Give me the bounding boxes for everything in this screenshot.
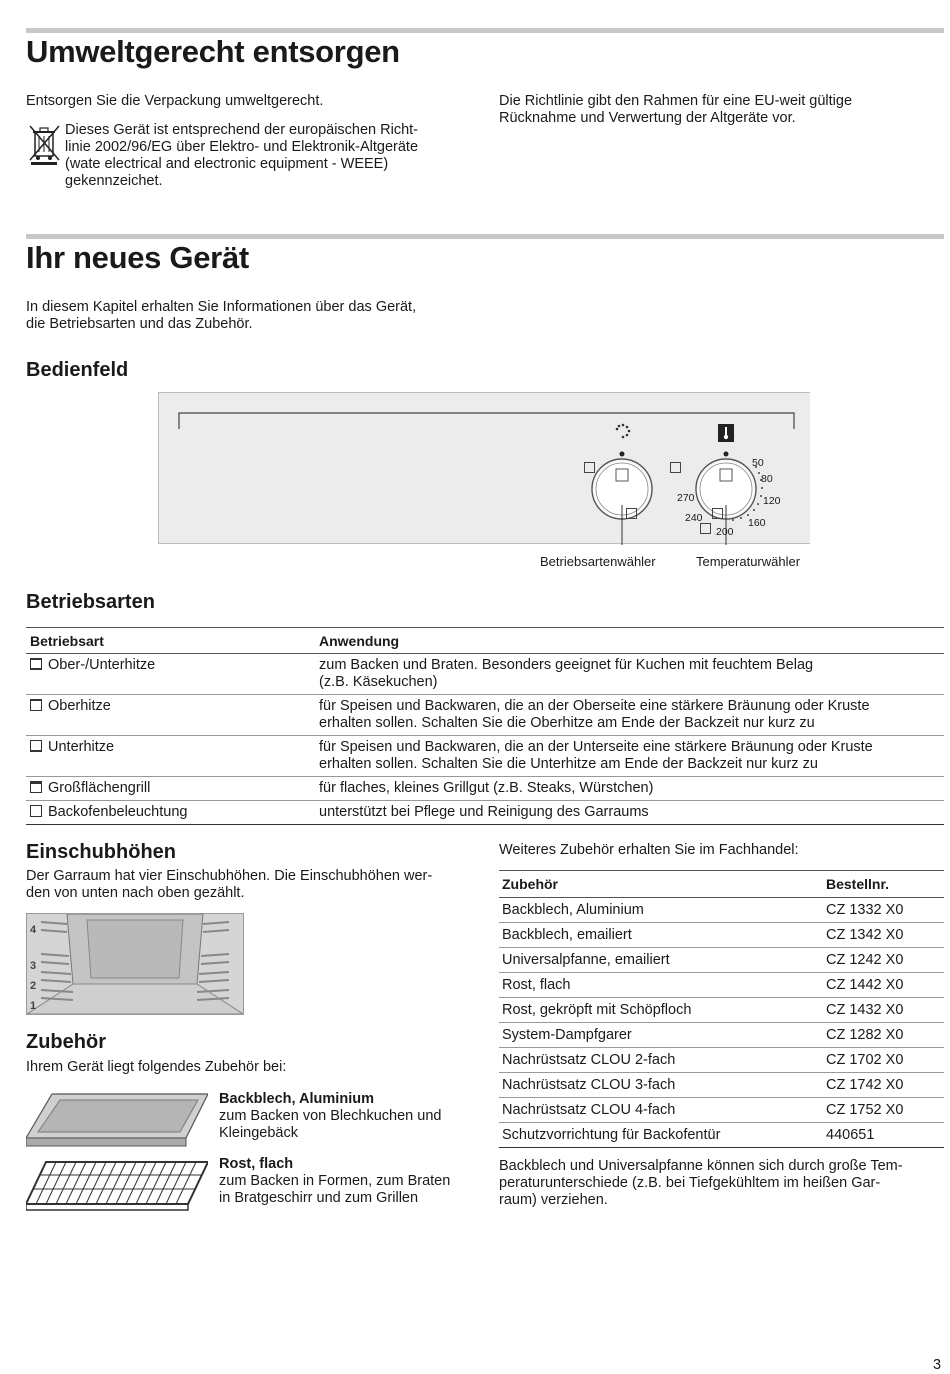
oven-interior-illustration — [26, 913, 244, 1015]
grill-icon — [30, 781, 42, 793]
geraet-intro: In diesem Kapitel erhalten Sie Informationen über das Gerät, die Betriebsarten und das Zubehör. — [26, 299, 417, 332]
einschub-text: Der Garraum hat vier Einschubhöhen. Die Einschubhöhen wer- den von unten nach oben gezählt. — [26, 868, 433, 901]
bottom-heat-icon — [30, 740, 42, 752]
table-row: Ober-/Unterhitze zum Backen und Braten. Besonders geeignet für Kuchen mit feuchtem Belag (z.B. Käsekuchen) — [26, 654, 944, 695]
table-row: System-Dampfgarer CZ 1282 X0 — [499, 1023, 944, 1048]
rack-level-label: 3 — [30, 960, 37, 972]
table-header-row — [26, 628, 944, 654]
temp-label: 50 — [752, 457, 764, 469]
grill-rack-illustration — [26, 1158, 208, 1212]
rack-level-label: 2 — [30, 980, 37, 992]
oven-light-icon — [584, 462, 595, 473]
accessories-order-table — [499, 870, 944, 1148]
temp-label: 200 — [716, 526, 734, 538]
top-bottom-heat-icon — [670, 462, 681, 473]
table-row: Nachrüstsatz CLOU 3-fach CZ 1742 X0 — [499, 1073, 944, 1098]
table-row: Oberhitze für Speisen und Backwaren, die an der Oberseite eine stärkere Bräunung oder Kruste erhalten sollen. Schalten Sie die Oberhitze am Ende der Backzeit nur kurz zu — [26, 695, 944, 736]
control-panel-illustration — [158, 392, 810, 544]
betriebsarten-title: Betriebsarten — [26, 591, 155, 613]
temp-label: 240 — [685, 512, 703, 524]
temperature-selector-label: Temperaturwähler — [696, 554, 801, 569]
table-row: Backofenbeleuchtung unterstützt bei Pflege und Reinigung des Garraums — [26, 801, 944, 825]
mode-selector-label: Betriebsartenwähler — [540, 554, 656, 569]
weitere-intro: Weiteres Zubehör erhalten Sie im Fachhandel: — [499, 842, 799, 858]
table-row: Nachrüstsatz CLOU 2-fach CZ 1702 X0 — [499, 1048, 944, 1073]
rack-level-label: 4 — [30, 924, 37, 936]
page-number: 3 — [933, 1357, 942, 1373]
table-row: Rost, gekröpft mit Schöpfloch CZ 1432 X0 — [499, 998, 944, 1023]
table-row: Rost, flach CZ 1442 X0 — [499, 973, 944, 998]
temp-label: 80 — [761, 473, 773, 485]
weee-bin-icon — [26, 122, 62, 166]
table-row: Großflächengrill für flaches, kleines Grillgut (z.B. Steaks, Würstchen) — [26, 777, 944, 801]
top-bottom-heat-icon — [30, 658, 42, 670]
temp-label: 120 — [763, 495, 781, 507]
oven-light-icon — [30, 805, 42, 817]
column-header: Bestellnr. — [823, 871, 944, 898]
temp-label: 160 — [748, 517, 766, 529]
temp-label: 270 — [677, 492, 695, 504]
einschub-title: Einschubhöhen — [26, 841, 176, 863]
warping-note: Backblech und Universalpfanne können sich durch große Tem- peraturunterschiede (z.B. bei Tiefgekühltem im heißen Gar- raum) verziehen. — [499, 1158, 903, 1208]
table-row: Schutzvorrichtung für Backofentür 440651 — [499, 1123, 944, 1148]
entsorgen-intro: Entsorgen Sie die Verpackung umweltgerecht. — [26, 93, 324, 109]
baking-tray-illustration — [26, 1092, 208, 1150]
section-title-entsorgen: Umweltgerecht entsorgen — [26, 34, 400, 69]
table-row: Backblech, emailiert CZ 1342 X0 — [499, 923, 944, 948]
bottom-heat-icon — [626, 508, 637, 519]
table-row: Backblech, Aluminium CZ 1332 X0 — [499, 898, 944, 923]
section-rule — [26, 234, 944, 239]
table-row: Nachrüstsatz CLOU 4-fach CZ 1752 X0 — [499, 1098, 944, 1123]
section-title-geraet: Ihr neues Gerät — [26, 240, 249, 275]
table-row: Unterhitze für Speisen und Backwaren, die an der Unterseite eine stärkere Bräunung oder Kruste erhalten sollen. Schalten Sie die Unterhitze am Ende der Backzeit nur kurz zu — [26, 736, 944, 777]
section-rule — [26, 28, 944, 33]
rack-level-label: 1 — [30, 1000, 37, 1012]
column-header: Anwendung — [315, 628, 944, 654]
accessory-item: Backblech, Aluminium zum Backen von Blechkuchen und Kleingebäck — [219, 1091, 442, 1141]
richtlinie-text: Die Richtlinie gibt den Rahmen für eine EU-weit gültige Rücknahme und Verwertung der Altgeräte vor. — [499, 93, 853, 126]
column-header: Zubehör — [499, 871, 823, 898]
modes-table — [26, 627, 944, 825]
zubehoer-title: Zubehör — [26, 1031, 106, 1053]
table-row: Universalpfanne, emailiert CZ 1242 X0 — [499, 948, 944, 973]
zubehoer-intro: Ihrem Gerät liegt folgendes Zubehör bei: — [26, 1059, 287, 1075]
grill-icon — [712, 508, 723, 519]
table-header-row — [499, 871, 944, 898]
bedienfeld-title: Bedienfeld — [26, 359, 129, 381]
column-header: Betriebsart — [26, 628, 315, 654]
weee-text: Dieses Gerät ist entsprechend der europäischen Richt- linie 2002/96/EG über Elektro- und Elektronik-Altgeräte (wate electrical and electronic equipment - WEEE) gekennzeichet. — [65, 122, 419, 189]
accessory-item: Rost, flach zum Backen in Formen, zum Braten in Bratgeschirr und zum Grillen — [219, 1156, 451, 1206]
top-heat-icon — [30, 699, 42, 711]
